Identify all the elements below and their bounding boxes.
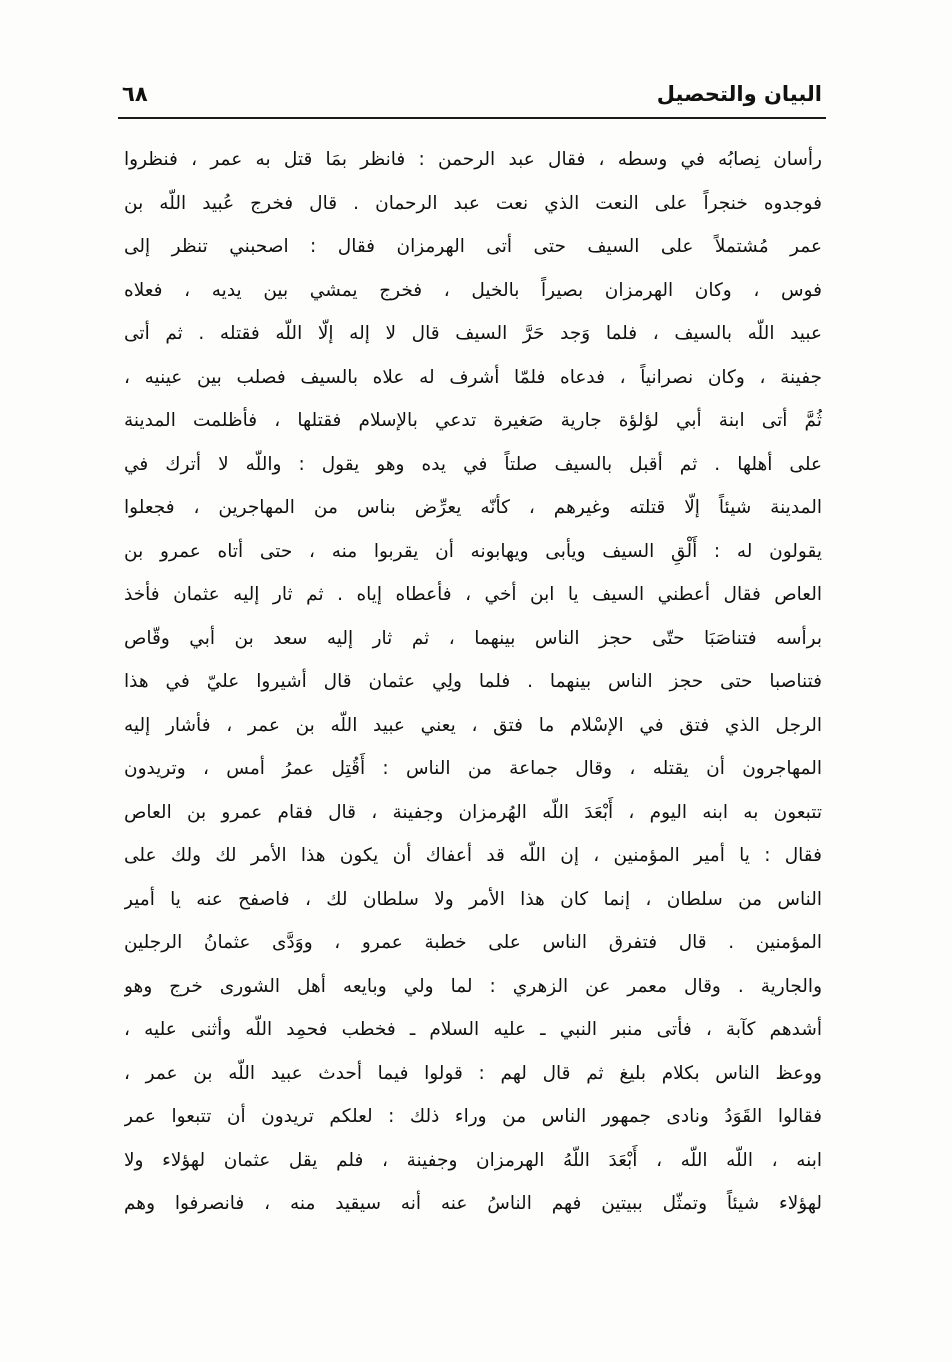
body-text — [124, 138, 822, 1226]
text-line: لهؤلاء شيئاً وتمثّل ببيتين فهم الناسُ عنه أنه سيقيد منه ، فانصرفوا وهم — [124, 1193, 822, 1214]
page-header — [122, 78, 822, 114]
text-line: الرجل الذي فتق في الإسْلام ما فتق ، يعني عبيد اللّه بن عمر ، فأشار إليه — [124, 714, 822, 736]
text-line: على أهلها . ثم أقبل بالسيف صلتاً في يده وهو يقول : واللّه لا أترك في — [124, 453, 822, 475]
text-line: تتبعون به ابنه اليوم ، أَبْعَدَ اللّه الهُرمزان وجفينة ، قال فقام عمرو بن العاص — [124, 801, 822, 823]
text-line: المهاجرون أن يقتله ، وقال جماعة من الناس : أَقُتِل عمرُ أمس ، وتريدون — [124, 758, 822, 779]
text-line: أشدهم كآبة ، فأتى منبر النبي ـ عليه السلام ـ فخطب فحمِد اللّه وأثنى عليه ، — [124, 1019, 822, 1040]
text-line: فوس ، وكان الهرمزان بصيراً بالخيل ، فخرج يمشي بين يديه ، فعلاه — [124, 279, 822, 301]
text-line: ثُمَّ أتى ابنة أبي لؤلؤة جارية صَغيرة تدعي بالإسلام فقتلها ، فأظلمت المدينة — [124, 410, 822, 431]
text-line: المدينة شيئاً إلّا قتلته وغيرهم ، كأنّه يعرِّض بناس من المهاجرين ، فجعلوا — [124, 497, 822, 518]
text-line: فتناصبا حتى حجز الناس بينهما . فلما ولِي عثمان قال أشيروا عليّ في هذا — [124, 671, 822, 692]
text-line: والجارية . وقال معمر عن الزهري : لما ولي وبايعه أهل الشورى خرج وهو — [124, 975, 822, 997]
text-line: جفينة ، وكان نصرانياً ، فدعاه فلمّا أشرف له علاه بالسيف فصلب بين عينيه ، — [124, 366, 822, 388]
text-line: فقال : يا أمير المؤمنين ، إن اللّه قد أعفاك أن يكون هذا الأمر لك ولك على — [124, 845, 822, 866]
page-number: ٦٨ — [122, 82, 148, 106]
text-line: فقالوا القَوَدُ ونادى جمهور الناس من وراء ذلك : لعلكم تريدون أن تتبعوا عمر — [124, 1106, 822, 1127]
text-line: ووعظ الناس بكلام بليغ ثم قال لهم : قولوا فيما أحدث عبيد اللّه بن عمر ، — [124, 1062, 822, 1084]
text-line: فوجدوه خنجراً على النعت الذي نعت عبد الرحمان . قال فخرج عُبيد اللّه بن — [124, 192, 822, 214]
header-divider — [118, 117, 826, 119]
text-line: رأسان نِصابُه في وسطه ، فقال عبد الرحمن : فانظر بمَا قتل به عمر ، فنظروا — [124, 149, 822, 170]
text-line: الناس من سلطان ، إنما كان هذا الأمر ولا سلطان لك ، فاصفح عنه يا أمير — [124, 888, 822, 910]
text-line: عبيد اللّه بالسيف ، فلما وَجد حَرَّ السيف قال لا إله إلّا اللّه فقتله . ثم أتى — [124, 323, 822, 344]
page-title: البيان والتحصيل — [656, 82, 822, 106]
text-line: يقولون له : أَلْقِ السيف ويأبى ويهابونه أن يقربوا منه ، حتى أتاه عمرو بن — [124, 540, 822, 562]
text-line: عمر مُشتملاً على السيف حتى أتى الهرمزان فقال : اصحبني تنظر إلى — [124, 236, 822, 257]
text-line: المؤمنين . قال فتفرق الناس على خطبة عمرو ، ووَدَّى عثمانُ الرجلين — [124, 932, 822, 953]
text-line: العاص فقال أعطني السيف يا ابن أخي ، فأعطاه إياه . ثم ثار إليه عثمان فأخذ — [124, 584, 822, 605]
text-line: برأسه فتناصَبَا حتّى حجز الناس بينهما ، ثم ثار إليه سعد بن أبي وقّاص — [124, 627, 822, 649]
text-line: ابنه ، اللّه اللّه ، أَبْعَدَ اللّهُ الهرمزان وجفينة ، فلم يقل عثمان لهؤلاء ولا — [124, 1149, 822, 1171]
